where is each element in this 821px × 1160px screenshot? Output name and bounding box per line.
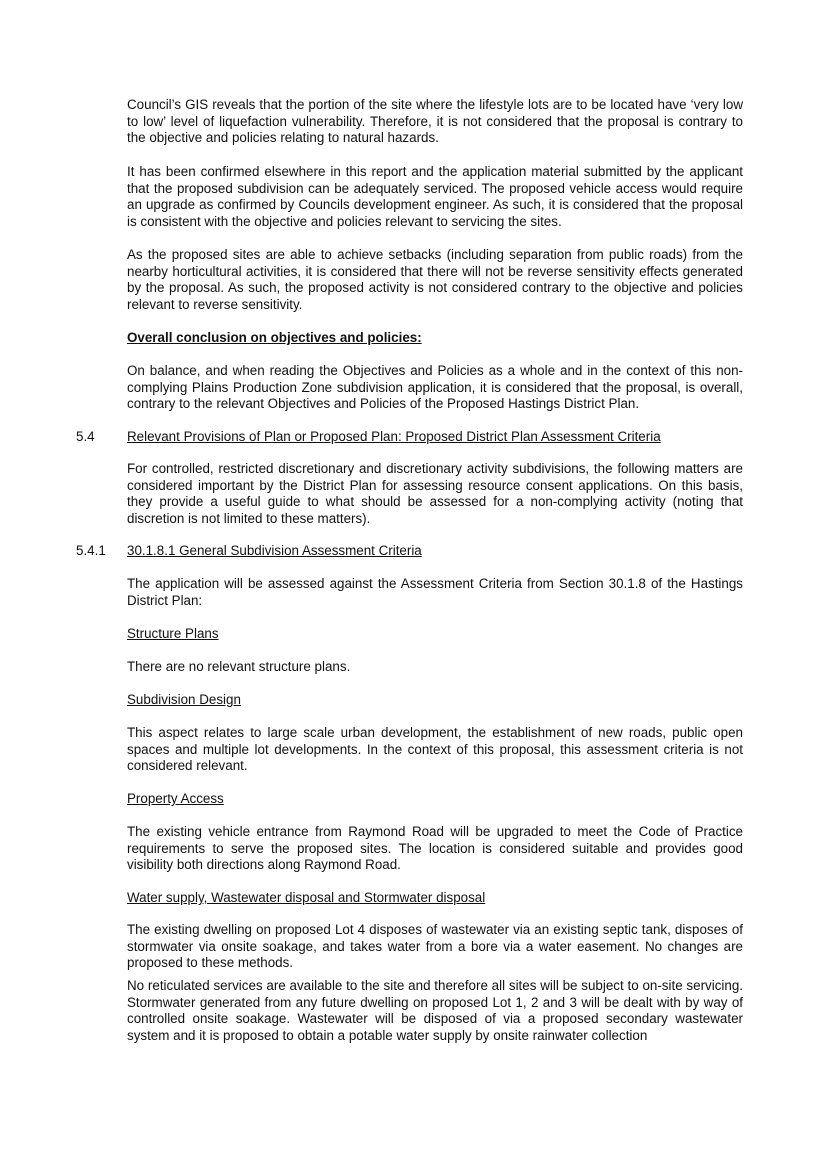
heading-water-supply: Water supply, Wastewater disposal and Stormwater disposal xyxy=(127,890,486,905)
paragraph-onsite-servicing: No reticulated services are available to the site and therefore all sites will be subject to on-site servicing. Stormwater generated from any future dwelling on proposed Lot 1, 2 and 3 will be dealt with by way of controlled onsite soakage. Wastewater will be disposed of via a proposed secondary wastewater system and it is proposed to obtain a potable water supply by onsite rainwater collection xyxy=(127,978,743,1043)
section-title-5-4-1: 30.1.8.1 General Subdivision Assessment Criteria xyxy=(127,543,422,558)
paragraph-existing-dwelling: The existing dwelling on proposed Lot 4 disposes of wastewater via an existing septic tank, disposes of stormwater via onsite soakage, and takes water from a bore via a water easement. No changes are proposed to these methods. xyxy=(127,922,743,971)
section-number-5-4: 5.4 xyxy=(76,429,95,444)
paragraph-subdivision-design: This aspect relates to large scale urban development, the establishment of new roads, public open spaces and multiple lot developments. In the context of this proposal, this assessment criteria is not considered relevant. xyxy=(127,725,743,774)
heading-property-access: Property Access xyxy=(127,791,224,806)
paragraph-liquefaction: Council’s GIS reveals that the portion of the site where the lifestyle lots are to be located have ‘very low to low’ level of liquefaction vulnerability. Therefore, it is not considered that the proposal is contrary to the objective and policies relating to natural hazards. xyxy=(127,97,743,146)
heading-structure-plans: Structure Plans xyxy=(127,626,219,641)
paragraph-structure-plans: There are no relevant structure plans. xyxy=(127,659,351,674)
paragraph-reverse-sensitivity: As the proposed sites are able to achieve setbacks (including separation from public roads) from the nearby horticultural activities, it is considered that there will not be reverse sensitivity effects generated by the proposal. As such, the proposed activity is not considered contrary to the objective and policies relevant to reverse sensitivity. xyxy=(127,247,743,312)
paragraph-servicing: It has been confirmed elsewhere in this report and the application material submitted by the applicant that the proposed subdivision can be adequately serviced. The proposed vehicle access would require an upgrade as confirmed by Councils development engineer. As such, it is considered that the proposal is consistent with the objective and policies relevant to servicing the sites. xyxy=(127,164,743,229)
paragraph-assessment-intro: The application will be assessed against the Assessment Criteria from Section 30.1.8 of the Hastings District Plan: xyxy=(127,576,743,608)
paragraph-property-access: The existing vehicle entrance from Raymond Road will be upgraded to meet the Code of Practice requirements to serve the proposed sites. The location is considered suitable and provides good visibility both directions along Raymond Road. xyxy=(127,824,743,873)
paragraph-controlled-activities: For controlled, restricted discretionary and discretionary activity subdivisions, the following matters are considered important by the District Plan for assessing resource consent applications. On this basis, they provide a useful guide to what should be assessed for a non-complying activity (noting that discretion is not limited to these matters). xyxy=(127,461,743,526)
section-title-5-4: Relevant Provisions of Plan or Proposed Plan: Proposed District Plan Assessment Criteria xyxy=(127,429,661,444)
paragraph-balance: On balance, and when reading the Objectives and Policies as a whole and in the context of this non-complying Plains Production Zone subdivision application, it is considered that the proposal, is overall, contrary to the relevant Objectives and Policies of the Proposed Hastings District Plan. xyxy=(127,363,743,412)
heading-overall-conclusion: Overall conclusion on objectives and policies: xyxy=(127,330,422,345)
heading-subdivision-design: Subdivision Design xyxy=(127,692,241,707)
section-number-5-4-1: 5.4.1 xyxy=(76,543,106,558)
